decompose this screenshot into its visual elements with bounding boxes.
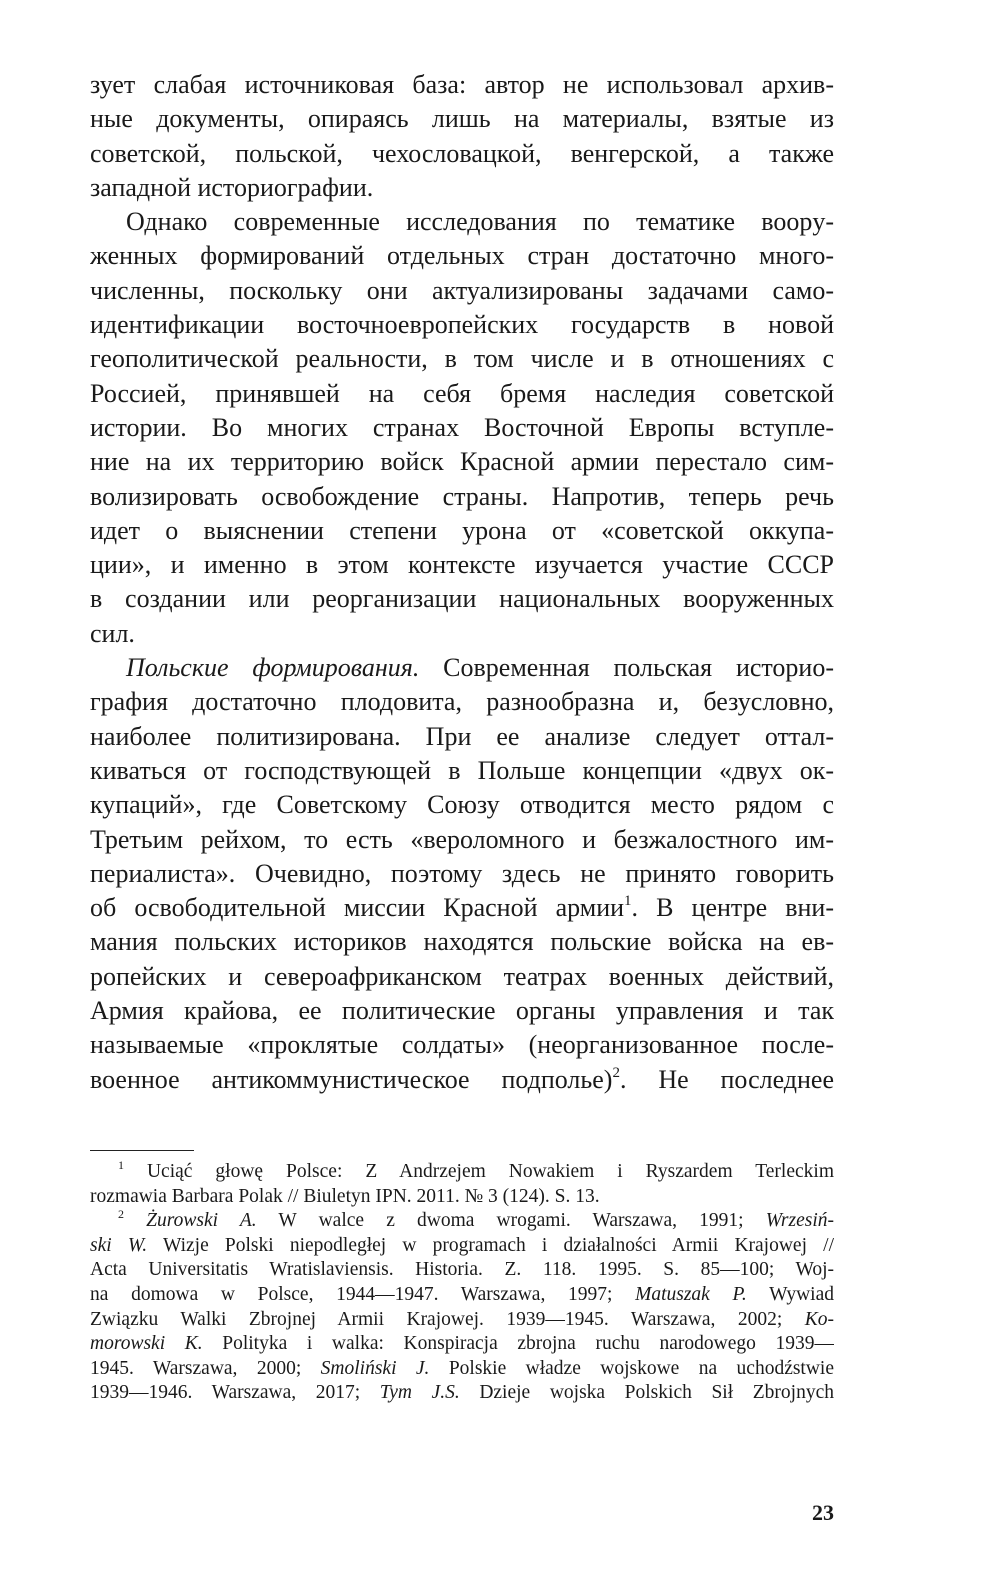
- footnote-line: [90, 1234, 834, 1259]
- author-name: Smoliński J.: [320, 1357, 430, 1379]
- author-name: Wrzesiń-: [765, 1210, 834, 1232]
- text-run: . В центре вни-: [631, 893, 834, 923]
- footnote-line: [90, 1308, 834, 1333]
- footnote-line: [90, 1381, 834, 1406]
- text-run: Polskie władze wojskowe na uchodźstwie: [429, 1357, 834, 1379]
- text-run: na domowa w Polsce, 1944—1947. Warszawa, 1997;: [90, 1283, 636, 1305]
- footnote-divider: [90, 1150, 194, 1151]
- section-heading: Польские формирования.: [126, 653, 420, 683]
- text-run: об освободительной миссии Красной армии: [90, 893, 625, 923]
- author-name: Żurowski A.: [124, 1210, 257, 1232]
- text-line: сил.: [90, 618, 135, 648]
- text-line: западной историографии.: [90, 172, 374, 202]
- text-line: ропейских и североафриканском театрах военных действий,: [90, 961, 834, 991]
- text-run: Polityka i walka: Konspiracja zbrojna ruchu narodowego 1939—: [202, 1333, 834, 1355]
- text-line: ции», и именно в этом контексте изучается участие СССР: [90, 550, 834, 580]
- footnote-line: [90, 1283, 834, 1308]
- text-line: Однако современные исследования по тематике вооpy-: [126, 207, 834, 237]
- text-run: 1939—1946. Warszawa, 2017;: [90, 1382, 380, 1404]
- author-name: ski W.: [90, 1234, 148, 1256]
- text-line: мания польских историков находятся польские войска на ев-: [90, 927, 834, 957]
- text-run: Związku Walki Zbrojnej Armii Krajowej. 1939—1945. Warszawa, 2002;: [90, 1308, 805, 1330]
- text-line: называемые «проклятые солдаты» (неорганизованное после-: [90, 1030, 834, 1060]
- text-line: графия достаточно плодовита, разнообразна и, безусловно,: [90, 687, 834, 717]
- author-name: Matuszak P.: [635, 1283, 747, 1305]
- text-run: военное антикоммунистическое подполье): [90, 1064, 613, 1094]
- main-text: [90, 68, 834, 1097]
- text-line: женных формирований отдельных стран достаточно много-: [90, 241, 834, 271]
- footnote-line: [90, 1332, 834, 1357]
- footnote-line: rozmawia Barbara Polak // Biuletyn IPN. 2011. № 3 (124). S. 13.: [90, 1185, 600, 1207]
- footnote-line: [90, 1357, 834, 1382]
- text-line: периалиста». Очевидно, поэтому здесь не принято говорить: [90, 858, 834, 888]
- text-run: Wywiad: [746, 1283, 834, 1305]
- text-line: купаций», где Советскому Союзу отводится место рядом с: [90, 790, 834, 820]
- text-line: ные документы, опираясь лишь на материалы, взятые из: [90, 104, 834, 134]
- text-line: истории. Во многих странах Восточной Европы вступле-: [90, 412, 834, 442]
- text-line: ние на их территорию войск Красной армии перестало сим-: [90, 447, 834, 477]
- text-line: Россией, принявшей на себя бремя наследия советской: [90, 378, 834, 408]
- text-run: Современная польская историо-: [419, 653, 834, 683]
- text-line: Третьим рейхом, то есть «вероломного и безжалостного им-: [90, 824, 834, 854]
- author-name: Tym J.S.: [379, 1382, 460, 1404]
- text-run: . Не последнее: [619, 1064, 834, 1094]
- text-line: Армия крайова, ее политические органы управления и так: [90, 996, 834, 1026]
- text-line: советской, польской, чехословацкой, венгерской, а также: [90, 138, 834, 168]
- footnote-number: 1: [118, 1160, 124, 1172]
- text-line: геополитической реальности, в том числе и в отношениях с: [90, 344, 834, 374]
- author-name: Ko-: [804, 1308, 834, 1330]
- text-line: идет о выяснении степени урона от «советской оккупа-: [90, 515, 834, 545]
- footnote-line: [90, 1160, 834, 1185]
- text-line: киваться от господствующей в Польше концепции «двух ок-: [90, 755, 834, 785]
- text-run: 1945. Warszawa, 2000;: [90, 1357, 321, 1379]
- page-number: 23: [812, 1500, 834, 1525]
- text-line: идентификации восточноевропейских государств в новой: [90, 310, 834, 340]
- text-run: Uciąć głowę Polsce: Z Andrzejem Nowakiem i Ryszardem Terleckim: [124, 1161, 834, 1182]
- text-line: численны, поскольку они актуализированы задачами само-: [90, 275, 834, 305]
- text-line: волизировать освобождение страны. Напротив, теперь речь: [90, 481, 834, 511]
- footnote-ref: 2: [612, 1064, 620, 1081]
- text-line: в создании или реорганизации национальных вооруженных: [90, 584, 834, 614]
- text-run: W walce z dwoma wrogami. Warszawa, 1991;: [256, 1210, 766, 1232]
- text-run: Dzieje wojska Polskich Sił Zbrojnych: [459, 1382, 834, 1404]
- text-line: [90, 1063, 834, 1097]
- footnote-line: [90, 1209, 834, 1234]
- text-line: [90, 651, 834, 685]
- footnote-number: 2: [118, 1209, 124, 1222]
- text-line: [90, 891, 834, 925]
- text-line: наиболее политизирована. При ее анализе следует оттал-: [90, 721, 834, 751]
- footnotes: [90, 1160, 834, 1406]
- footnote-line: Acta Universitatis Wratislaviensis. Historia. Z. 118. 1995. S. 85—100; Woj-: [90, 1259, 834, 1281]
- text-line: зует слабая источниковая база: автор не использовал архив-: [90, 70, 834, 99]
- footnote-ref: 1: [624, 893, 632, 910]
- text-run: Wizje Polski niepodległej w programach i działalności Armii Krajowej //: [147, 1234, 834, 1256]
- author-name: morowski K.: [90, 1333, 203, 1355]
